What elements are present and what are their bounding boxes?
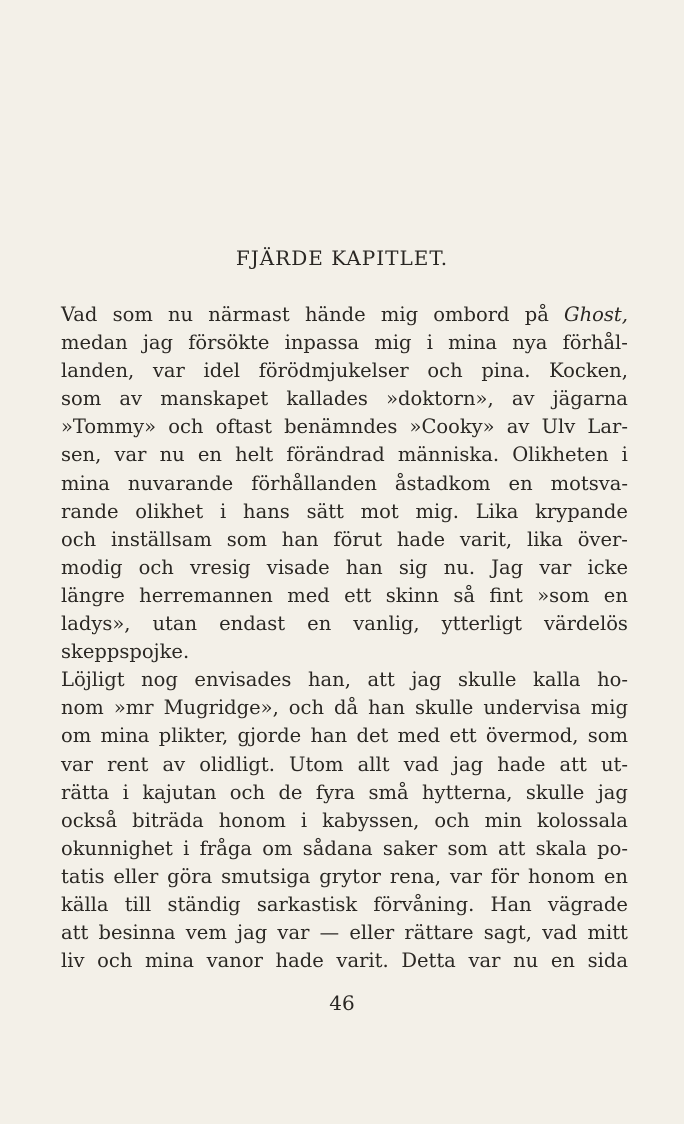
word: inpassa	[284, 331, 360, 355]
word: källa	[61, 892, 109, 916]
word: gjorde	[237, 724, 302, 748]
word: jag	[411, 668, 442, 692]
word: vresig	[190, 555, 251, 579]
word: hade	[396, 527, 446, 551]
word: skulle	[458, 668, 517, 692]
word: Utom	[289, 752, 344, 776]
word: som	[587, 724, 628, 748]
word: och	[138, 555, 174, 579]
word: icke	[587, 555, 628, 579]
word: för	[490, 864, 520, 888]
word: sådana	[302, 836, 373, 860]
word: envisades	[194, 668, 292, 692]
chapter-title: FJÄRDE KAPITLET.	[235, 246, 449, 270]
word: jag	[142, 331, 174, 355]
text-line	[61, 329, 628, 357]
word: idel	[203, 359, 241, 383]
word: som	[226, 527, 267, 551]
word: liv	[61, 949, 85, 973]
text-line	[61, 498, 628, 526]
word: var	[61, 752, 93, 776]
word: vägrade	[547, 892, 628, 916]
word: längre	[61, 583, 125, 607]
word: i	[426, 331, 433, 355]
word: göra	[167, 864, 213, 888]
word: han	[281, 527, 319, 551]
word: Lar-	[587, 415, 628, 439]
word: fint	[489, 583, 523, 607]
word: varit,	[459, 527, 513, 551]
text-line	[61, 722, 628, 750]
word: »Cooky»	[409, 415, 495, 439]
word: förhål-	[562, 331, 628, 355]
word: vem	[185, 921, 227, 945]
word: ett	[449, 724, 477, 748]
word: som	[447, 836, 488, 860]
word: skinn	[385, 583, 439, 607]
word: kallades	[286, 387, 368, 411]
text-line	[61, 582, 628, 610]
word: till	[124, 892, 152, 916]
text-line	[61, 807, 628, 835]
word: om	[61, 724, 92, 748]
word: hans	[243, 499, 290, 523]
text-line	[61, 301, 628, 329]
text-line	[61, 891, 628, 919]
word: av	[162, 752, 186, 776]
word: nu	[159, 443, 185, 467]
word: av	[506, 415, 530, 439]
word: var	[449, 864, 482, 888]
word: det	[356, 724, 389, 748]
word: lika	[526, 527, 563, 551]
word: en	[508, 471, 533, 495]
word: Lika	[475, 499, 519, 523]
body-text	[61, 301, 628, 975]
word: min	[484, 808, 522, 832]
word: olidligt.	[199, 752, 275, 776]
word: i	[183, 836, 190, 860]
word: sida	[587, 949, 628, 973]
word: olikhet	[135, 499, 204, 523]
word: medan	[61, 331, 128, 355]
ship-name: Ghost,	[564, 303, 628, 326]
word: jag	[452, 752, 484, 776]
word: närmast	[208, 303, 290, 326]
word: saker	[382, 836, 438, 860]
page-number: 46	[329, 991, 355, 1015]
word: fyra	[315, 780, 356, 804]
word: rena,	[389, 864, 442, 888]
word: benämndes	[284, 415, 398, 439]
word: Mugridge»,	[163, 696, 279, 720]
word: nya	[512, 331, 548, 355]
word: människa.	[397, 443, 500, 467]
word: tatis	[61, 864, 105, 888]
word: i	[220, 499, 227, 523]
word: modig	[61, 555, 123, 579]
word: att	[367, 668, 395, 692]
word: Kocken,	[549, 359, 628, 383]
word: då	[334, 696, 359, 720]
word: var	[114, 443, 147, 467]
word: nog	[141, 668, 178, 692]
word: och	[97, 949, 133, 973]
word: mot	[360, 499, 399, 523]
word: med	[397, 724, 441, 748]
word: smutsiga	[221, 864, 311, 888]
word: åstadkom	[394, 471, 491, 495]
word: kalla	[533, 668, 581, 692]
word: mina	[100, 724, 150, 748]
text-line	[61, 835, 628, 863]
word: i	[300, 808, 308, 832]
text-line	[61, 470, 628, 498]
word: endast	[219, 612, 286, 636]
word: hade	[497, 752, 546, 776]
word: i	[122, 780, 129, 804]
word: herremannen	[139, 583, 273, 607]
word: grytor	[319, 864, 381, 888]
word: sagt,	[483, 921, 532, 945]
word: med	[287, 583, 330, 607]
word: Detta	[401, 949, 456, 973]
word: så	[453, 583, 475, 607]
word: nuvarande	[127, 471, 234, 495]
word: mina	[145, 949, 194, 973]
word: varit.	[336, 949, 389, 973]
word: en	[603, 864, 628, 888]
text-line	[61, 526, 628, 554]
word: biträda	[132, 808, 204, 832]
word: kolossala	[536, 808, 628, 832]
word: inställsam	[111, 527, 212, 551]
word: mig	[380, 303, 419, 326]
word: nom	[61, 696, 104, 720]
word: också	[61, 808, 118, 832]
word: var	[468, 949, 501, 973]
word: utan	[152, 612, 198, 636]
word: krypande	[535, 499, 628, 523]
word: och	[61, 527, 97, 551]
word: eller	[113, 864, 159, 888]
word: jag	[597, 780, 628, 804]
word: visade	[266, 555, 330, 579]
word: en	[307, 612, 332, 636]
word: av	[119, 387, 143, 411]
word: pina.	[481, 359, 531, 383]
word: mina	[61, 471, 110, 495]
word: värdelös	[543, 612, 628, 636]
word: jägarna	[552, 387, 628, 411]
word: han,	[307, 668, 351, 692]
word: nu	[168, 303, 194, 326]
word: oftast	[215, 415, 272, 439]
word: vad	[542, 921, 578, 945]
word: motsva-	[550, 471, 628, 495]
word: sen,	[61, 443, 102, 467]
word: mitt	[587, 921, 628, 945]
word: sätt	[306, 499, 344, 523]
word: skulle	[414, 696, 474, 720]
word: och	[168, 415, 204, 439]
text-line	[61, 751, 628, 779]
word: ladys»,	[61, 612, 131, 636]
word: en	[603, 583, 628, 607]
word: att	[559, 752, 587, 776]
word: manskapet	[160, 387, 269, 411]
word: allt	[357, 752, 390, 776]
word: —	[319, 921, 340, 945]
word: jag	[237, 921, 268, 945]
text-line	[61, 947, 628, 975]
word: som	[61, 387, 102, 411]
word: Han	[490, 892, 532, 916]
word: besinna	[98, 921, 176, 945]
word: som	[112, 303, 153, 326]
word: övermod,	[485, 724, 579, 748]
word: en	[550, 949, 575, 973]
word: Löjligt	[61, 668, 125, 692]
word: honom	[527, 864, 596, 888]
word: och	[427, 359, 463, 383]
word: om	[262, 836, 293, 860]
word: att	[61, 921, 89, 945]
word: skeppspojke.	[61, 640, 190, 664]
word: förödmjukelser	[258, 359, 409, 383]
word: skala	[535, 836, 587, 860]
word: mig	[374, 331, 412, 355]
word: och	[229, 780, 266, 804]
text-line	[61, 554, 628, 582]
word: han	[345, 555, 383, 579]
text-line	[61, 694, 628, 722]
word: han	[368, 696, 405, 720]
word: eller	[349, 921, 395, 945]
word: ett	[344, 583, 372, 607]
word: på	[524, 303, 549, 326]
text-line	[61, 666, 628, 694]
word: en	[197, 443, 222, 467]
word: och	[288, 696, 325, 720]
word: ombord	[433, 303, 510, 326]
text-line	[61, 779, 628, 807]
text-line	[61, 638, 628, 666]
word: nu	[513, 949, 539, 973]
word: över-	[577, 527, 628, 551]
word: vanor	[206, 949, 263, 973]
word: ho-	[597, 668, 628, 692]
word: försökte	[188, 331, 270, 355]
word: små	[368, 780, 409, 804]
word: undervisa	[483, 696, 581, 720]
text-line	[61, 385, 628, 413]
word: kabyssen,	[322, 808, 420, 832]
text-line	[61, 863, 628, 891]
word: po-	[597, 836, 628, 860]
word: »som	[537, 583, 590, 607]
word: nu.	[443, 555, 476, 579]
word: sig	[398, 555, 428, 579]
word: förhållanden	[251, 471, 377, 495]
word: sarkastisk	[256, 892, 358, 916]
word: av	[511, 387, 535, 411]
word: de	[278, 780, 303, 804]
word: ytterligt	[441, 612, 522, 636]
word: i	[621, 443, 628, 467]
word: Olikheten	[512, 443, 609, 467]
word: han	[310, 724, 348, 748]
word: var	[152, 359, 185, 383]
word: fråga	[199, 836, 252, 860]
word: mig	[590, 696, 628, 720]
word: »doktorn»,	[386, 387, 494, 411]
word: förut	[333, 527, 383, 551]
word: vanlig,	[353, 612, 420, 636]
word: ut-	[600, 752, 628, 776]
text-line	[61, 357, 628, 385]
word: mig.	[415, 499, 459, 523]
word: förvåning.	[373, 892, 475, 916]
word: Jag	[491, 555, 524, 579]
word: plikter,	[158, 724, 229, 748]
word: rande	[61, 499, 119, 523]
word: rättare	[404, 921, 474, 945]
word: rätta	[61, 780, 110, 804]
word: »mr	[113, 696, 154, 720]
word: mina	[448, 331, 498, 355]
word: hände	[304, 303, 366, 326]
word: var	[539, 555, 572, 579]
word: okunnighet	[61, 836, 173, 860]
word: att	[498, 836, 526, 860]
word: rent	[107, 752, 149, 776]
text-line	[61, 441, 628, 469]
text-line	[61, 919, 628, 947]
word: hade	[275, 949, 324, 973]
word: helt	[235, 443, 274, 467]
text-line	[61, 413, 628, 441]
word: hytterna,	[422, 780, 513, 804]
word: »Tommy»	[61, 415, 157, 439]
word: förändrad	[286, 443, 385, 467]
word: Vad	[61, 303, 98, 326]
word: ständig	[167, 892, 241, 916]
word: kajutan	[142, 780, 217, 804]
word: vad	[403, 752, 439, 776]
word: var	[277, 921, 310, 945]
text-line	[61, 610, 628, 638]
word: och	[434, 808, 470, 832]
word: honom	[218, 808, 286, 832]
word: skulle	[525, 780, 585, 804]
word: landen,	[61, 359, 135, 383]
word: Ulv	[541, 415, 576, 439]
